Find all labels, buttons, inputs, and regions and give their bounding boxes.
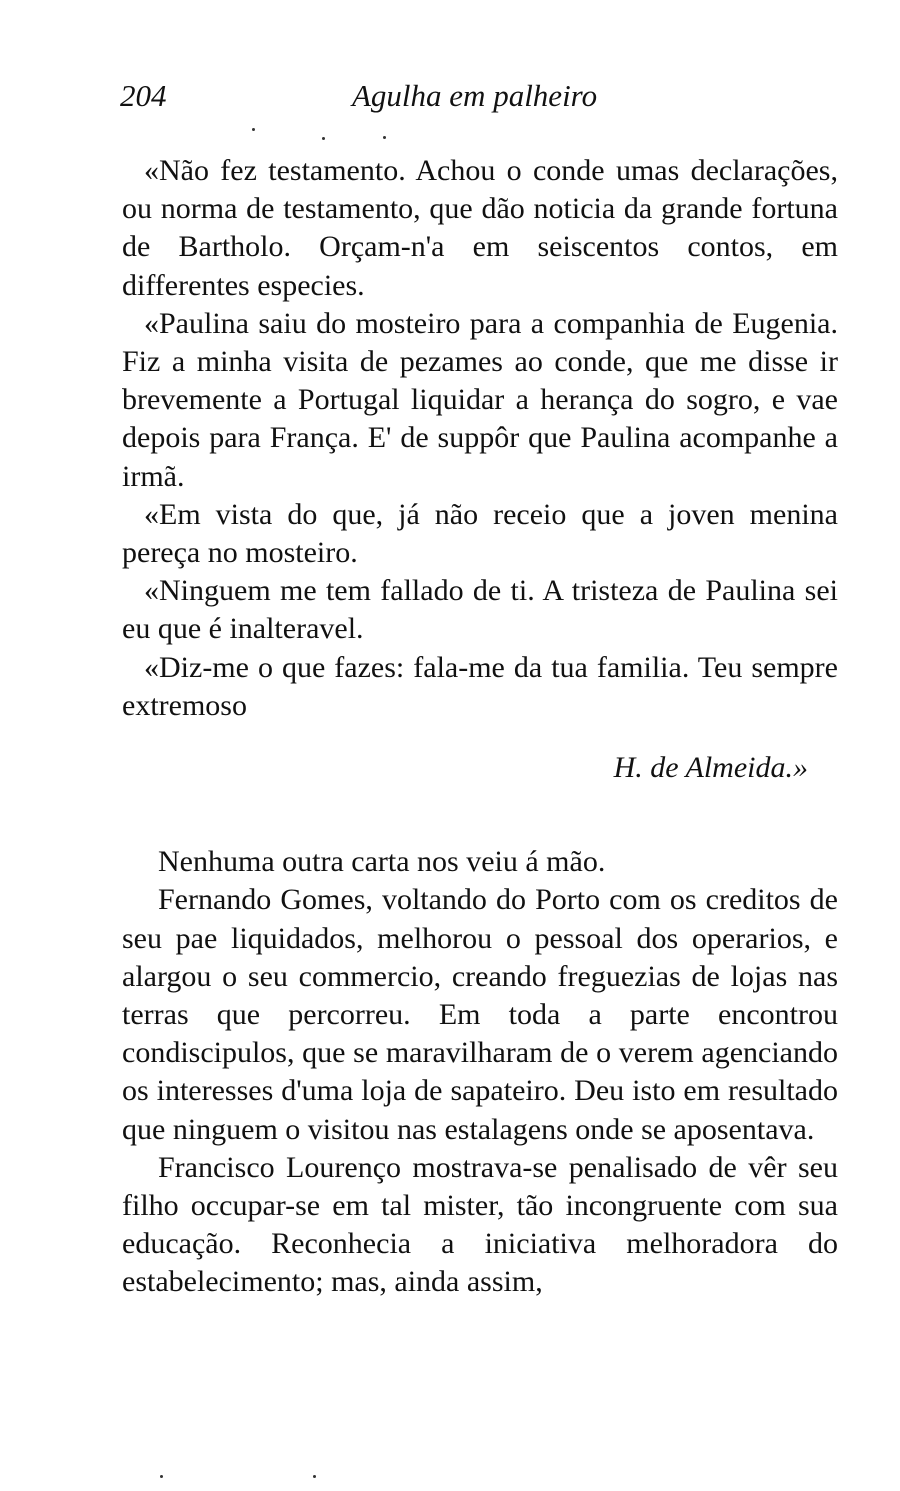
narrative-paragraph: Francisco Lourenço mostrava-se penalisado de vêr seu filho occupar-se em tal mister, tão incongruente com sua educação. Reconhecia a iniciativa melhoradora do estabelecimento; mas, ainda assim,: [122, 1150, 838, 1299]
letter-paragraph: «Não fez testamento. Achou o conde umas declarações, ou norma de testamento, que dão noticia da grande fortuna de Bartholo. Orçam-n'a em seiscentos contos, em differentes especies.: [122, 154, 838, 302]
scan-speck: [322, 137, 325, 140]
page-number: 204: [120, 78, 167, 113]
running-head: [120, 78, 840, 122]
scan-speck: [383, 136, 386, 139]
scan-speck: [160, 1475, 163, 1478]
scan-speck: [313, 1475, 316, 1478]
letter: [122, 152, 838, 787]
body-text: [122, 152, 838, 1302]
scan-speck: [252, 128, 255, 131]
narrative-paragraph: Nenhuma outra carta nos veiu á mão.: [158, 845, 606, 879]
narrative: [122, 843, 838, 1301]
letter-paragraph: «Paulina saiu do mosteiro para a companhia de Eugenia. Fiz a minha visita de pezames ao conde, que me disse ir brevemente a Portugal liquidar a herança do sogro, e vae depois para França. E' de suppôr que Paulina acompanhe a irmã.: [122, 306, 838, 493]
narrative-paragraph: Fernando Gomes, voltando do Porto com os creditos de seu pae liquidados, melhorou o pessoal dos operarios, e alargou o seu commercio, creando freguezias de lojas nas terras que percorreu. Em toda a parte encontrou condiscipulos, que se maravilharam de o verem agenciando os interesses d'uma loja de sapateiro. Deu isto em resultado que ninguem o visitou nas estalagens onde se aposentava.: [122, 883, 838, 1146]
letter-signature: H. de Almeida.»: [613, 751, 808, 785]
letter-paragraph: «Ninguem me tem fallado de ti. A tristeza de Paulina sei eu que é inalteravel.: [122, 574, 838, 646]
section-break: [122, 787, 838, 843]
book-title: Agulha em palheiro: [352, 78, 598, 113]
letter-paragraph: «Em vista do que, já não receio que a joven menina pereça no mosteiro.: [122, 497, 838, 570]
letter-paragraph: «Diz-me o que fazes: fala-me da tua familia. Teu sempre extremoso: [122, 650, 838, 722]
